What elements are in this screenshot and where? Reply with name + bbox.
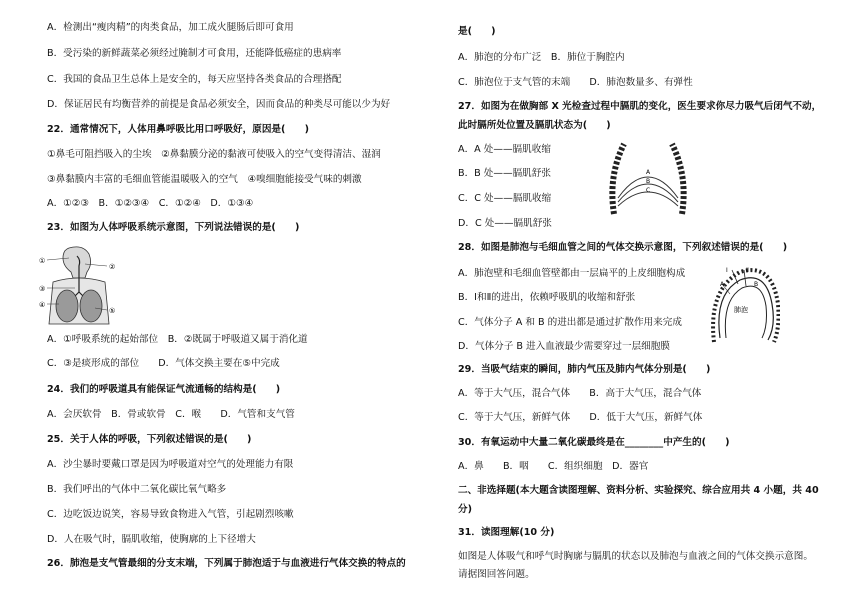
q28-stem: 28．如图是肺泡与毛细血管之间的气体交换示意图，下列叙述错误的是( ) (458, 242, 788, 253)
diaphragm-figure (606, 136, 690, 218)
q30-options: A．鼻 B．咽 C．组织细胞 D．器官 (458, 461, 649, 472)
q31-intro-1: 如图是人体吸气和呼气时胸廓与膈肌的状态以及肺泡与血液之间的气体交换示意图。 (458, 551, 813, 562)
q25-option-a: A．沙尘暴时要戴口罩是因为呼吸道对空气的处理能力有限 (47, 459, 294, 470)
q26-stem: 26．肺泡是支气管最细的分支末端，下列属于肺泡适于与血液进行气体交换的特点的 (47, 558, 406, 569)
q28-label-ii: Ⅱ (746, 267, 749, 274)
q23-label-4: ④ (39, 301, 46, 309)
section-two-heading-cont: 分) (458, 504, 472, 515)
q28-label-b: B (754, 281, 759, 288)
q21-option-c: C．我国的食品卫生总体上是安全的，每天应坚持各类食品的合理搭配 (47, 74, 342, 85)
respiratory-system-figure (39, 244, 119, 326)
q25-option-c: C．边吃饭边说笑，容易导致食物进入气管，引起剧烈咳嗽 (47, 509, 294, 520)
q27-stem-1: 27．如图为在做胸部 X 光检查过程中膈肌的变化，医生要求你尽力吸气后闭气不动， (458, 101, 822, 112)
alveolus-capillary-figure (710, 264, 780, 344)
q28-option-c: C．气体分子 A 和 B 的进出都是通过扩散作用来完成 (458, 317, 682, 328)
q27-label-c: C (646, 187, 651, 194)
section-two-heading: 二、非选择题(本大题含读图理解、资料分析、实验探究、综合应用共 4 小题，共 40 (458, 485, 819, 496)
q23-stem: 23．如图为人体呼吸系统示意图，下列说法错误的是( ) (47, 222, 300, 233)
q27-option-c: C．C 处——膈肌收缩 (458, 193, 552, 204)
q25-option-d: D．人在吸气时，膈肌收缩，使胸廓的上下径增大 (47, 534, 256, 545)
q25-stem: 25．关于人体的呼吸，下列叙述错误的是( ) (47, 434, 252, 445)
q22-statements-1: ①鼻毛可阻挡吸入的尘埃 ②鼻黏膜分泌的黏液可使吸入的空气变得清洁、湿润 (47, 149, 381, 160)
q23-options-cd: C．③是痰形成的部位 D．气体交换主要在⑤中完成 (47, 358, 280, 369)
q23-options-ab: A．①呼吸系统的起始部位 B．②既属于呼吸道又属于消化道 (47, 334, 308, 345)
q24-options: A．会厌软骨 B．骨或软骨 C．喉 D．气管和支气管 (47, 409, 295, 420)
q21-option-b: B．受污染的新鲜蔬菜必须经过腌制才可食用，还能降低癌症的患病率 (47, 48, 342, 59)
q22-statements-2: ③鼻黏膜内丰富的毛细血管能温暖吸入的空气 ④嗅细胞能接受气味的刺激 (47, 174, 362, 185)
q23-label-5: ⑤ (109, 307, 116, 315)
q23-label-2: ② (109, 263, 116, 271)
q26-options-cd: C．肺泡位于支气管的末端 D．肺泡数量多、有弹性 (458, 77, 693, 88)
q27-label-a: A (646, 169, 651, 176)
q21-option-a: A．检测出“瘦肉精”的肉类食品，加工成火腿肠后即可食用 (47, 22, 294, 33)
q28-label-alveolus: 肺泡 (734, 306, 748, 314)
q23-label-1: ① (39, 257, 46, 265)
q27-option-b: B．B 处——膈肌舒张 (458, 168, 551, 179)
q27-label-b: B (646, 178, 651, 185)
q31-stem: 31．读图理解(10 分) (458, 527, 555, 538)
q28-option-b: B．Ⅰ和Ⅱ的进出，依赖呼吸肌的收缩和舒张 (458, 292, 636, 303)
q27-option-a: A．A 处——膈肌收缩 (458, 144, 551, 155)
q29-options-cd: C．等于大气压，新鲜气体 D．低于大气压，新鲜气体 (458, 412, 703, 423)
q24-stem: 24．我们的呼吸道具有能保证气流通畅的结构是( ) (47, 384, 281, 395)
q26-stem-cont: 是( ) (458, 26, 496, 37)
q28-label-a: A (720, 281, 725, 288)
q29-options-ab: A．等于大气压，混合气体 B．高于大气压，混合气体 (458, 388, 702, 399)
q27-stem-2: 此时膈所处位置及膈肌状态为( ) (458, 120, 611, 131)
q30-stem: 30．有氧运动中大量二氧化碳最终是在________中产生的( ) (458, 437, 730, 448)
q26-options-ab: A．肺泡的分布广泛 B．肺位于胸腔内 (458, 52, 625, 63)
q23-label-3: ③ (39, 285, 46, 293)
q22-stem: 22．通常情况下，人体用鼻呼吸比用口呼吸好，原因是( ) (47, 124, 309, 135)
q28-label-i: Ⅰ (726, 267, 728, 274)
q27-option-d: D．C 处——膈肌舒张 (458, 218, 552, 229)
q31-intro-2: 请据图回答问题。 (458, 569, 535, 580)
q28-option-d: D．气体分子 B 进入血液最少需要穿过一层细胞膜 (458, 341, 670, 352)
q21-option-d: D．保证居民有均衡营养的前提是食品必须安全，因而食品的种类尽可能以少为好 (47, 99, 391, 110)
q25-option-b: B．我们呼出的气体中二氧化碳比氧气略多 (47, 484, 227, 495)
q28-option-a: A．肺泡壁和毛细血管壁都由一层扁平的上皮细胞构成 (458, 268, 686, 279)
q22-options: A．①②③ B．①②③④ C．①②④ D．①③④ (47, 198, 254, 209)
q29-stem: 29．当吸气结束的瞬间，肺内气压及肺内气体分别是( ) (458, 364, 711, 375)
